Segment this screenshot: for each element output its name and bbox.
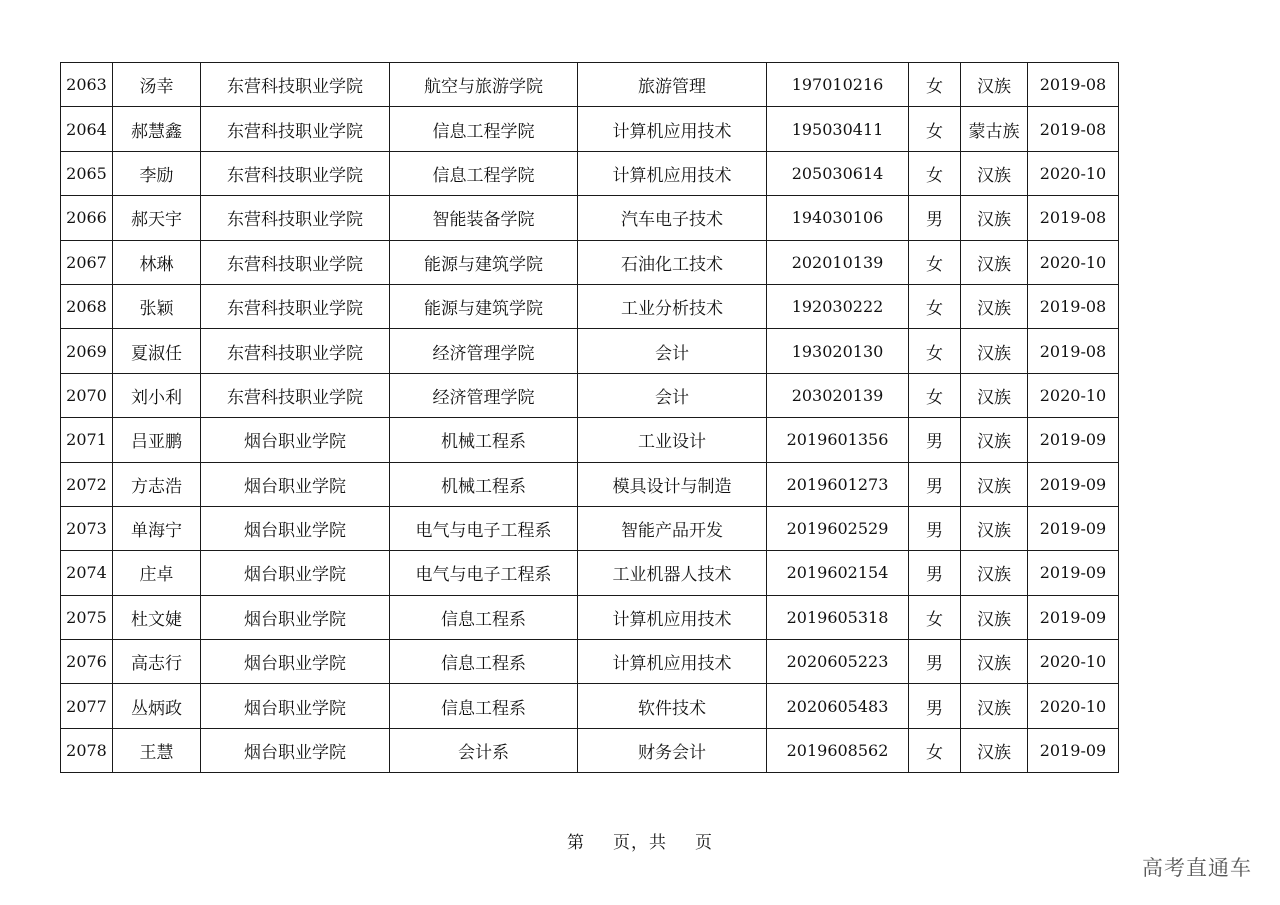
gender-cell: 女 bbox=[909, 373, 961, 417]
table-row bbox=[61, 640, 1119, 684]
major-name-cell: 模具设计与制造 bbox=[578, 462, 767, 506]
enrollment-date-cell: 2019-08 bbox=[1028, 107, 1119, 151]
major-name-cell: 会计 bbox=[578, 373, 767, 417]
student-id-cell: 205030614 bbox=[767, 151, 909, 195]
school-name-cell: 烟台职业学院 bbox=[201, 418, 390, 462]
department-name-cell: 能源与建筑学院 bbox=[390, 240, 578, 284]
department-name-cell: 信息工程学院 bbox=[390, 107, 578, 151]
major-name-cell: 汽车电子技术 bbox=[578, 196, 767, 240]
table-row bbox=[61, 284, 1119, 328]
gender-cell: 女 bbox=[909, 107, 961, 151]
school-name-cell: 烟台职业学院 bbox=[201, 640, 390, 684]
student-name-cell: 郝慧鑫 bbox=[113, 107, 201, 151]
student-id-cell: 2019605318 bbox=[767, 595, 909, 639]
table-row bbox=[61, 107, 1119, 151]
row-number-cell: 2064 bbox=[61, 107, 113, 151]
ethnicity-cell: 汉族 bbox=[961, 595, 1028, 639]
student-table bbox=[60, 62, 1119, 773]
row-number-cell: 2068 bbox=[61, 284, 113, 328]
gender-cell: 男 bbox=[909, 684, 961, 728]
ethnicity-cell: 汉族 bbox=[961, 196, 1028, 240]
student-name-cell: 王慧 bbox=[113, 728, 201, 772]
student-name-cell: 刘小利 bbox=[113, 373, 201, 417]
enrollment-date-cell: 2019-09 bbox=[1028, 462, 1119, 506]
table-row bbox=[61, 151, 1119, 195]
ethnicity-cell: 汉族 bbox=[961, 551, 1028, 595]
student-id-cell: 2020605223 bbox=[767, 640, 909, 684]
row-number-cell: 2070 bbox=[61, 373, 113, 417]
student-id-cell: 2020605483 bbox=[767, 684, 909, 728]
student-name-cell: 汤幸 bbox=[113, 63, 201, 107]
department-name-cell: 经济管理学院 bbox=[390, 373, 578, 417]
student-id-cell: 2019602154 bbox=[767, 551, 909, 595]
row-number-cell: 2063 bbox=[61, 63, 113, 107]
ethnicity-cell: 汉族 bbox=[961, 63, 1028, 107]
major-name-cell: 工业分析技术 bbox=[578, 284, 767, 328]
student-name-cell: 郝天宇 bbox=[113, 196, 201, 240]
enrollment-date-cell: 2019-09 bbox=[1028, 551, 1119, 595]
table-row bbox=[61, 551, 1119, 595]
ethnicity-cell: 汉族 bbox=[961, 640, 1028, 684]
school-name-cell: 东营科技职业学院 bbox=[201, 63, 390, 107]
student-id-cell: 2019601273 bbox=[767, 462, 909, 506]
department-name-cell: 航空与旅游学院 bbox=[390, 63, 578, 107]
table-row bbox=[61, 684, 1119, 728]
school-name-cell: 东营科技职业学院 bbox=[201, 196, 390, 240]
enrollment-date-cell: 2019-09 bbox=[1028, 418, 1119, 462]
major-name-cell: 工业设计 bbox=[578, 418, 767, 462]
table-row bbox=[61, 728, 1119, 772]
school-name-cell: 东营科技职业学院 bbox=[201, 151, 390, 195]
ethnicity-cell: 汉族 bbox=[961, 284, 1028, 328]
row-number-cell: 2078 bbox=[61, 728, 113, 772]
major-name-cell: 工业机器人技术 bbox=[578, 551, 767, 595]
major-name-cell: 会计 bbox=[578, 329, 767, 373]
major-name-cell: 计算机应用技术 bbox=[578, 107, 767, 151]
gender-cell: 男 bbox=[909, 196, 961, 240]
department-name-cell: 能源与建筑学院 bbox=[390, 284, 578, 328]
student-id-cell: 197010216 bbox=[767, 63, 909, 107]
row-number-cell: 2073 bbox=[61, 506, 113, 550]
student-name-cell: 林琳 bbox=[113, 240, 201, 284]
department-name-cell: 机械工程系 bbox=[390, 462, 578, 506]
enrollment-date-cell: 2020-10 bbox=[1028, 373, 1119, 417]
student-id-cell: 203020139 bbox=[767, 373, 909, 417]
school-name-cell: 东营科技职业学院 bbox=[201, 284, 390, 328]
row-number-cell: 2069 bbox=[61, 329, 113, 373]
student-name-cell: 张颖 bbox=[113, 284, 201, 328]
table-row bbox=[61, 506, 1119, 550]
student-id-cell: 202010139 bbox=[767, 240, 909, 284]
table-body bbox=[61, 63, 1119, 773]
row-number-cell: 2066 bbox=[61, 196, 113, 240]
row-number-cell: 2065 bbox=[61, 151, 113, 195]
school-name-cell: 东营科技职业学院 bbox=[201, 373, 390, 417]
gender-cell: 女 bbox=[909, 151, 961, 195]
school-name-cell: 烟台职业学院 bbox=[201, 462, 390, 506]
major-name-cell: 智能产品开发 bbox=[578, 506, 767, 550]
ethnicity-cell: 汉族 bbox=[961, 728, 1028, 772]
school-name-cell: 东营科技职业学院 bbox=[201, 107, 390, 151]
table-row bbox=[61, 418, 1119, 462]
student-name-cell: 庄卓 bbox=[113, 551, 201, 595]
major-name-cell: 财务会计 bbox=[578, 728, 767, 772]
enrollment-date-cell: 2019-08 bbox=[1028, 63, 1119, 107]
department-name-cell: 信息工程学院 bbox=[390, 151, 578, 195]
major-name-cell: 计算机应用技术 bbox=[578, 151, 767, 195]
ethnicity-cell: 汉族 bbox=[961, 684, 1028, 728]
gender-cell: 女 bbox=[909, 728, 961, 772]
school-name-cell: 东营科技职业学院 bbox=[201, 240, 390, 284]
page-footer bbox=[0, 828, 1280, 853]
school-name-cell: 烟台职业学院 bbox=[201, 551, 390, 595]
student-id-cell: 193020130 bbox=[767, 329, 909, 373]
student-id-cell: 2019601356 bbox=[767, 418, 909, 462]
gender-cell: 男 bbox=[909, 418, 961, 462]
enrollment-date-cell: 2020-10 bbox=[1028, 684, 1119, 728]
student-id-cell: 2019602529 bbox=[767, 506, 909, 550]
enrollment-date-cell: 2019-08 bbox=[1028, 196, 1119, 240]
row-number-cell: 2074 bbox=[61, 551, 113, 595]
gender-cell: 女 bbox=[909, 284, 961, 328]
enrollment-date-cell: 2020-10 bbox=[1028, 240, 1119, 284]
school-name-cell: 烟台职业学院 bbox=[201, 595, 390, 639]
department-name-cell: 机械工程系 bbox=[390, 418, 578, 462]
school-name-cell: 烟台职业学院 bbox=[201, 684, 390, 728]
footer-page-label: 第 bbox=[567, 833, 585, 853]
enrollment-date-cell: 2020-10 bbox=[1028, 640, 1119, 684]
major-name-cell: 计算机应用技术 bbox=[578, 595, 767, 639]
student-id-cell: 2019608562 bbox=[767, 728, 909, 772]
department-name-cell: 电气与电子工程系 bbox=[390, 506, 578, 550]
row-number-cell: 2071 bbox=[61, 418, 113, 462]
school-name-cell: 东营科技职业学院 bbox=[201, 329, 390, 373]
enrollment-date-cell: 2019-09 bbox=[1028, 506, 1119, 550]
department-name-cell: 信息工程系 bbox=[390, 684, 578, 728]
gender-cell: 女 bbox=[909, 63, 961, 107]
enrollment-date-cell: 2019-08 bbox=[1028, 284, 1119, 328]
enrollment-date-cell: 2020-10 bbox=[1028, 151, 1119, 195]
department-name-cell: 智能装备学院 bbox=[390, 196, 578, 240]
row-number-cell: 2077 bbox=[61, 684, 113, 728]
student-name-cell: 杜文婕 bbox=[113, 595, 201, 639]
ethnicity-cell: 汉族 bbox=[961, 506, 1028, 550]
gender-cell: 女 bbox=[909, 240, 961, 284]
student-name-cell: 李励 bbox=[113, 151, 201, 195]
table-row bbox=[61, 462, 1119, 506]
department-name-cell: 信息工程系 bbox=[390, 595, 578, 639]
gender-cell: 男 bbox=[909, 506, 961, 550]
department-name-cell: 信息工程系 bbox=[390, 640, 578, 684]
department-name-cell: 经济管理学院 bbox=[390, 329, 578, 373]
department-name-cell: 电气与电子工程系 bbox=[390, 551, 578, 595]
row-number-cell: 2075 bbox=[61, 595, 113, 639]
ethnicity-cell: 汉族 bbox=[961, 240, 1028, 284]
ethnicity-cell: 汉族 bbox=[961, 462, 1028, 506]
student-id-cell: 194030106 bbox=[767, 196, 909, 240]
table-row bbox=[61, 63, 1119, 107]
row-number-cell: 2076 bbox=[61, 640, 113, 684]
student-name-cell: 吕亚鹏 bbox=[113, 418, 201, 462]
ethnicity-cell: 蒙古族 bbox=[961, 107, 1028, 151]
student-name-cell: 夏淑任 bbox=[113, 329, 201, 373]
table-row bbox=[61, 196, 1119, 240]
major-name-cell: 软件技术 bbox=[578, 684, 767, 728]
watermark-text: 高考直通车 bbox=[1142, 856, 1252, 880]
student-name-cell: 高志行 bbox=[113, 640, 201, 684]
gender-cell: 男 bbox=[909, 462, 961, 506]
school-name-cell: 烟台职业学院 bbox=[201, 728, 390, 772]
table-row bbox=[61, 373, 1119, 417]
department-name-cell: 会计系 bbox=[390, 728, 578, 772]
student-id-cell: 192030222 bbox=[767, 284, 909, 328]
gender-cell: 女 bbox=[909, 329, 961, 373]
footer-page-suffix: 页 bbox=[695, 833, 713, 853]
table-row bbox=[61, 240, 1119, 284]
enrollment-date-cell: 2019-08 bbox=[1028, 329, 1119, 373]
enrollment-date-cell: 2019-09 bbox=[1028, 728, 1119, 772]
gender-cell: 男 bbox=[909, 640, 961, 684]
major-name-cell: 旅游管理 bbox=[578, 63, 767, 107]
ethnicity-cell: 汉族 bbox=[961, 373, 1028, 417]
ethnicity-cell: 汉族 bbox=[961, 329, 1028, 373]
row-number-cell: 2067 bbox=[61, 240, 113, 284]
table-row bbox=[61, 595, 1119, 639]
row-number-cell: 2072 bbox=[61, 462, 113, 506]
student-name-cell: 单海宁 bbox=[113, 506, 201, 550]
gender-cell: 女 bbox=[909, 595, 961, 639]
student-name-cell: 方志浩 bbox=[113, 462, 201, 506]
ethnicity-cell: 汉族 bbox=[961, 418, 1028, 462]
student-name-cell: 丛炳政 bbox=[113, 684, 201, 728]
major-name-cell: 石油化工技术 bbox=[578, 240, 767, 284]
gender-cell: 男 bbox=[909, 551, 961, 595]
table-row bbox=[61, 329, 1119, 373]
major-name-cell: 计算机应用技术 bbox=[578, 640, 767, 684]
enrollment-date-cell: 2019-09 bbox=[1028, 595, 1119, 639]
footer-total-label: 页，共 bbox=[613, 833, 667, 853]
ethnicity-cell: 汉族 bbox=[961, 151, 1028, 195]
student-id-cell: 195030411 bbox=[767, 107, 909, 151]
school-name-cell: 烟台职业学院 bbox=[201, 506, 390, 550]
